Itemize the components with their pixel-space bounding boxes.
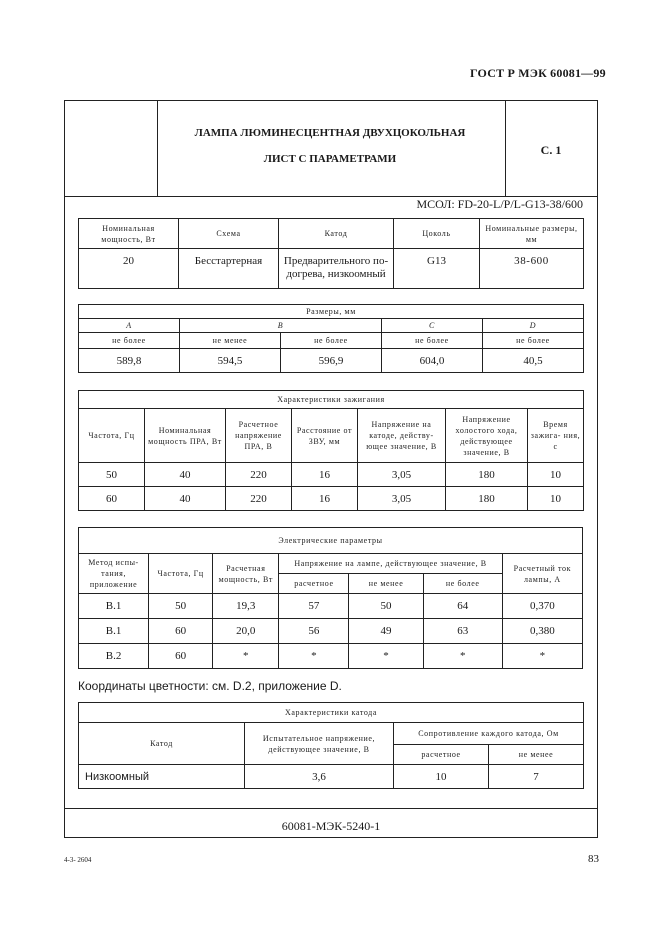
table-cell: * [213,644,279,669]
header-ballast-voltage: Расчетное напряжение ПРА, В [226,409,292,463]
limit-b-min: не менее [180,333,281,349]
dimensions-table [78,304,584,373]
sheet-subtitle: ЛИСТ С ПАРАМЕТРАМИ [263,153,397,165]
value-circuit: Бесстартерная [179,249,279,289]
table-cell: 19,3 [213,594,279,619]
cathode-title: Характеристики катода [79,703,584,723]
table-cell: 180 [446,463,528,487]
table-cell: 50 [79,463,145,487]
table-cell: 3,05 [358,463,446,487]
value-b-min: 594,5 [180,349,281,373]
table-cell: 60 [149,619,213,644]
value-nominal-size: 38-600 [480,249,584,289]
header-cathode-type: Катод [79,723,245,765]
table-cell: 40 [145,487,226,511]
header-test-method: Метод испы- тания, приложение [79,554,149,594]
sheet-title: ЛАМПА ЛЮМИНЕСЦЕНТНАЯ ДВУХЦОКОЛЬНАЯ [194,127,466,139]
table-cell: 3,05 [358,487,446,511]
table-cell: * [349,644,423,669]
table-cell: 63 [423,619,502,644]
value-cap: G13 [394,249,480,289]
standard-number: ГОСТ Р МЭК 60081—99 [470,66,606,80]
test-voltage-value: 3,6 [245,765,394,789]
table-cell: 56 [279,619,349,644]
dimension-c: C [382,319,483,333]
table-cell: * [279,644,349,669]
value-c: 604,0 [382,349,483,373]
header-distance: Расстояние от ЗВУ, мм [292,409,358,463]
header-frequency: Частота, Гц [149,554,213,594]
header-lamp-current: Расчетный ток лампы, А [502,554,582,594]
table-cell: 64 [423,594,502,619]
table-cell: 0,370 [502,594,582,619]
ignition-table [78,390,584,511]
subheader-min: не менее [489,745,584,765]
header-circuit: Схема [179,219,279,249]
value-a: 589,8 [79,349,180,373]
subheader-rated: расчетное [394,745,489,765]
header-frequency: Частота, Гц [79,409,145,463]
header-cathode: Катод [279,219,394,249]
table-cell: 220 [226,487,292,511]
dimension-a: A [79,319,180,333]
table-cell: 0,380 [502,619,582,644]
header-open-circuit-voltage: Напряжение холостого хода, действующее значение, В [446,409,528,463]
general-table [78,218,584,289]
table-cell: 220 [226,463,292,487]
header-cap: Цоколь [394,219,480,249]
header-test-voltage: Испытательное напряжение, действующее значение, В [245,723,394,765]
value-nominal-power: 20 [79,249,179,289]
print-code: 4-3- 2604 [64,856,92,864]
ignition-title: Характеристики зажигания [79,391,584,409]
dimensions-title: Размеры, мм [79,305,584,319]
value-b-max: 596,9 [281,349,382,373]
table-cell: 180 [446,487,528,511]
table-cell: 60 [149,644,213,669]
header-ignition-time: Время зажига- ния, с [528,409,584,463]
value-cathode: Предварительного по- догрева, низкоомный [279,249,394,289]
value-d: 40,5 [483,349,584,373]
electrical-table [78,527,583,669]
header-ballast-power: Номинальная мощность ПРА, Вт [145,409,226,463]
sheet-code: 60081-МЭК-5240-1 [281,819,381,833]
table-cell: 40 [145,463,226,487]
header-lamp-voltage: Напряжение на лампе, действующее значение, В [279,554,502,574]
header-nominal-power: Номинальная мощность, Вт [79,219,179,249]
dimension-d: D [483,319,584,333]
chromaticity-note: Координаты цветности: см. D.2, приложение D. [78,679,342,693]
cathode-type-value: Низкоомный [79,765,245,789]
table-cell: 20,0 [213,619,279,644]
title-divider-left [157,101,158,196]
subheader-rated: расчетное [279,574,349,594]
table-cell: 50 [349,594,423,619]
limit-c: не более [382,333,483,349]
electrical-title: Электрические параметры [79,528,583,554]
table-cell: В.1 [79,594,149,619]
limit-a: не более [79,333,180,349]
lamp-designation: МСОЛ: FD-20-L/P/L-G13-38/600 [416,197,583,211]
header-cathode-resistance: Сопротивление каждого катода, Ом [394,723,584,745]
table-cell: * [423,644,502,669]
header-cathode-voltage: Напряжение на катоде, действу- ющее значение, В [358,409,446,463]
sheet-page-label: С. 1 [540,143,562,157]
header-rated-power: Расчетная мощность, Вт [213,554,279,594]
subheader-max: не более [423,574,502,594]
page-number: 83 [588,853,599,865]
table-cell: В.1 [79,619,149,644]
table-cell: 16 [292,463,358,487]
table-cell: 49 [349,619,423,644]
limit-d: не более [483,333,584,349]
table-cell: 16 [292,487,358,511]
table-cell: 10 [528,463,584,487]
dimension-b: B [180,319,382,333]
resistance-min-value: 7 [489,765,584,789]
cathode-table [78,702,584,789]
footer-top-rule [65,808,597,809]
table-cell: * [502,644,582,669]
limit-b-max: не более [281,333,382,349]
table-cell: 50 [149,594,213,619]
resistance-rated-value: 10 [394,765,489,789]
table-cell: 10 [528,487,584,511]
subheader-min: не менее [349,574,423,594]
header-nominal-size: Номинальные размеры, мм [480,219,584,249]
table-cell: 60 [79,487,145,511]
table-cell: 57 [279,594,349,619]
table-cell: В.2 [79,644,149,669]
